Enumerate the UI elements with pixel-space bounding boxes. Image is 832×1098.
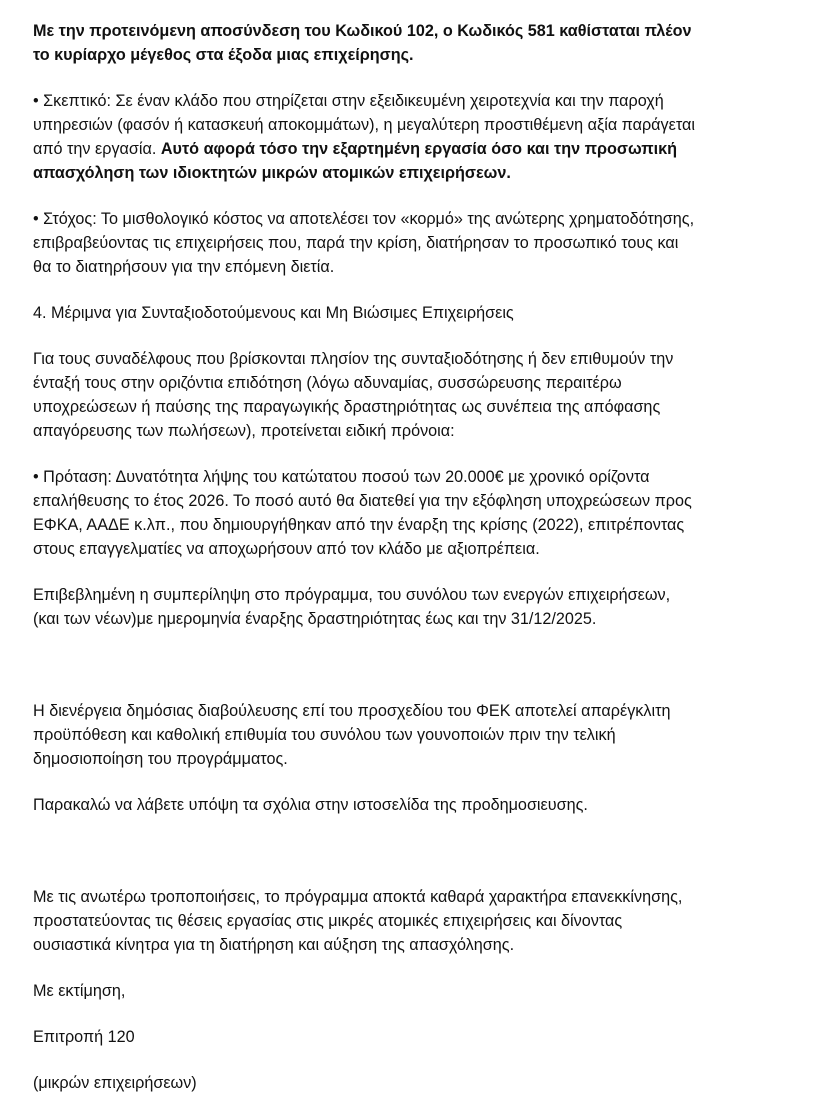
text-line: Επιβεβλημένη η συμπερίληψη στο πρόγραμμα, του συνόλου των ενεργών επιχειρήσεων, [33, 586, 671, 604]
proposal-paragraph [33, 465, 803, 561]
text-line: απαγόρευσης των πωλήσεων), προτείνεται ειδική πρόνοια: [33, 422, 455, 440]
text-line: υπηρεσιών (φασόν ή κατασκευή αποκομμάτων), η μεγαλύτερη προστιθέμενη αξία παράγεται [33, 116, 695, 134]
request-paragraph: Παρακαλώ να λάβετε υπόψη τα σχόλια στην ιστοσελίδα της προδημοσιευσης. [33, 796, 588, 814]
text-line: απασχόληση των ιδιοκτητών μικρών ατομικών επιχειρήσεων. [33, 164, 511, 182]
text-line: επαλήθευσης το έτος 2026. Το ποσό αυτό θα διατεθεί για την εξόφληση υποχρεώσεων προς [33, 492, 692, 510]
text-line: θα το διατηρήσουν για την επόμενη διετία. [33, 258, 335, 276]
text-line: επιβραβεύοντας τις επιχειρήσεις που, παρά την κρίση, διατήρησαν το προσωπικό τους και [33, 234, 679, 252]
signature-subtitle: (μικρών επιχειρήσεων) [33, 1074, 197, 1092]
text-line: προϋπόθεση και καθολική επιθυμία του συνόλου των γουνοποιών πριν την τελική [33, 726, 616, 744]
text-line: το κυρίαρχο μέγεθος στα έξοδα μιας επιχείρησης. [33, 46, 414, 64]
text-line: Για τους συναδέλφους που βρίσκονται πλησίον της συνταξιοδότησης ή δεν επιθυμούν την [33, 350, 674, 368]
text-line: στους επαγγελματίες να αποχωρήσουν από τον κλάδο με αξιοπρέπεια. [33, 540, 540, 558]
signature-name: Επιτροπή 120 [33, 1028, 135, 1046]
text-line: ουσιαστικά κίνητρα για τη διατήρηση και αύξηση της απασχόλησης. [33, 936, 515, 954]
section-4-intro-paragraph [33, 347, 803, 443]
text-line: προστατεύοντας τις θέσεις εργασίας στις μικρές ατομικές επιχειρήσεις και δίνοντας [33, 912, 623, 930]
rationale-paragraph [33, 89, 803, 185]
consultation-paragraph [33, 699, 803, 771]
goal-paragraph [33, 207, 803, 279]
text-line: (και των νέων)με ημερομηνία έναρξης δραστηριότητας έως και την 31/12/2025. [33, 610, 597, 628]
text-line: Με την προτεινόμενη αποσύνδεση του Κωδικού 102, ο Κωδικός 581 καθίσταται πλέον [33, 22, 692, 40]
conclusion-paragraph [33, 885, 803, 957]
closing-salutation: Με εκτίμηση, [33, 982, 126, 1000]
text-line: • Πρόταση: Δυνατότητα λήψης του κατώτατου ποσού των 20.000€ με χρονικό ορίζοντα [33, 468, 650, 486]
text-line [33, 137, 803, 161]
rationale-normal-text: από την εργασία. [33, 140, 157, 158]
text-line: • Σκεπτικό: Σε έναν κλάδο που στηρίζεται στην εξειδικευμένη χειροτεχνία και την παροχή [33, 92, 664, 110]
text-line: Με τις ανωτέρω τροποποιήσεις, το πρόγραμμα αποκτά καθαρά χαρακτήρα επανεκκίνησης, [33, 888, 683, 906]
text-line: • Στόχος: Το μισθολογικό κόστος να αποτελέσει τον «κορμό» της ανώτερης χρηματοδότησης, [33, 210, 695, 228]
text-line: δημοσιοποίηση του προγράμματος. [33, 750, 288, 768]
intro-paragraph [33, 19, 803, 67]
inclusion-paragraph [33, 583, 803, 631]
text-line: υποχρεώσεων ή παύσης της παραγωγικής δραστηριότητας ως συνέπεια της απόφασης [33, 398, 661, 416]
document-body [33, 19, 803, 1095]
section-4-heading: 4. Μέριμνα για Συνταξιοδοτούμενους και Μη Βιώσιμες Επιχειρήσεις [33, 304, 514, 322]
text-line: Η διενέργεια δημόσιας διαβούλευσης επί του προσχεδίου του ΦΕΚ αποτελεί απαρέγκλιτη [33, 702, 671, 720]
rationale-bold-text: Αυτό αφορά τόσο την εξαρτημένη εργασία όσο και την προσωπική [160, 140, 678, 158]
text-line: ένταξή τους στην οριζόντια επιδότηση (λόγω αδυναμίας, συσσώρευσης περαιτέρω [33, 374, 622, 392]
text-line: ΕΦΚΑ, ΑΑΔΕ κ.λπ., που δημιουργήθηκαν από την έναρξη της κρίσης (2022), επιτρέποντας [33, 516, 685, 534]
